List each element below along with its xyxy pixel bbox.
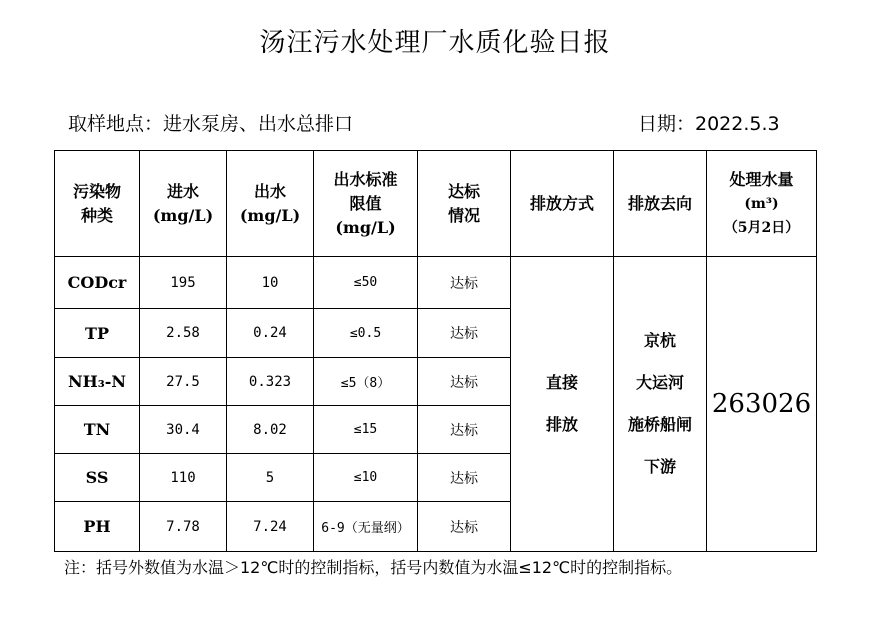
limit-value: ≤50 bbox=[314, 257, 418, 309]
effluent-value: 0.24 bbox=[227, 309, 314, 358]
compliance-status: 达标 bbox=[418, 454, 511, 502]
param-name: TP bbox=[55, 309, 140, 358]
footnote: 注：括号外数值为水温＞12℃时的控制指标，括号内数值为水温≤12℃时的控制指标。 bbox=[64, 558, 683, 577]
effluent-value: 5 bbox=[227, 454, 314, 502]
header-pollutant: 污染物 种类 bbox=[55, 151, 140, 257]
limit-value: 6-9（无量纲） bbox=[314, 502, 418, 552]
influent-value: 7.78 bbox=[140, 502, 227, 552]
discharge-destination-line: 下游 bbox=[643, 457, 676, 476]
effluent-value: 0.323 bbox=[227, 358, 314, 406]
compliance-status: 达标 bbox=[418, 257, 511, 309]
param-name: PH bbox=[55, 502, 140, 552]
discharge-method-line: 直接 bbox=[545, 373, 578, 392]
header-discharge-destination: 排放去向 bbox=[614, 151, 707, 257]
header-effluent: 出水 (mg/L) bbox=[227, 151, 314, 257]
sampling-location: 取样地点：进水泵房、出水总排口 bbox=[68, 113, 354, 135]
treated-volume-value: 263026 bbox=[707, 257, 817, 552]
influent-value: 195 bbox=[140, 257, 227, 309]
report-title: 汤汪污水处理厂水质化验日报 bbox=[259, 28, 611, 58]
compliance-status: 达标 bbox=[418, 502, 511, 552]
limit-value: ≤0.5 bbox=[314, 309, 418, 358]
header-row bbox=[55, 151, 817, 257]
report-date: 日期：2022.5.3 bbox=[638, 113, 780, 135]
header-compliance: 达标 情况 bbox=[418, 151, 511, 257]
limit-value: ≤5（8） bbox=[314, 358, 418, 406]
influent-value: 27.5 bbox=[140, 358, 227, 406]
compliance-status: 达标 bbox=[418, 358, 511, 406]
limit-value: ≤15 bbox=[314, 406, 418, 454]
influent-value: 110 bbox=[140, 454, 227, 502]
discharge-method-cell bbox=[511, 257, 614, 552]
effluent-value: 10 bbox=[227, 257, 314, 309]
water-quality-table bbox=[54, 150, 817, 552]
param-name: CODcr bbox=[55, 257, 140, 309]
header-discharge-method: 排放方式 bbox=[511, 151, 614, 257]
param-name: TN bbox=[55, 406, 140, 454]
discharge-destination-cell bbox=[614, 257, 707, 552]
header-treated-volume: 处理水量 (m³) （5月2日） bbox=[707, 151, 817, 257]
effluent-value: 7.24 bbox=[227, 502, 314, 552]
header-limit: 出水标准 限值 (mg/L) bbox=[314, 151, 418, 257]
compliance-status: 达标 bbox=[418, 309, 511, 358]
param-name: SS bbox=[55, 454, 140, 502]
influent-value: 30.4 bbox=[140, 406, 227, 454]
discharge-destination-line: 施桥船闸 bbox=[627, 415, 692, 434]
discharge-destination-line: 大运河 bbox=[635, 373, 684, 392]
discharge-method-line: 排放 bbox=[545, 415, 578, 434]
compliance-status: 达标 bbox=[418, 406, 511, 454]
discharge-destination-line: 京杭 bbox=[643, 331, 676, 350]
header-influent: 进水 (mg/L) bbox=[140, 151, 227, 257]
effluent-value: 8.02 bbox=[227, 406, 314, 454]
influent-value: 2.58 bbox=[140, 309, 227, 358]
param-name: NH₃-N bbox=[55, 358, 140, 406]
limit-value: ≤10 bbox=[314, 454, 418, 502]
table-row bbox=[55, 257, 817, 309]
